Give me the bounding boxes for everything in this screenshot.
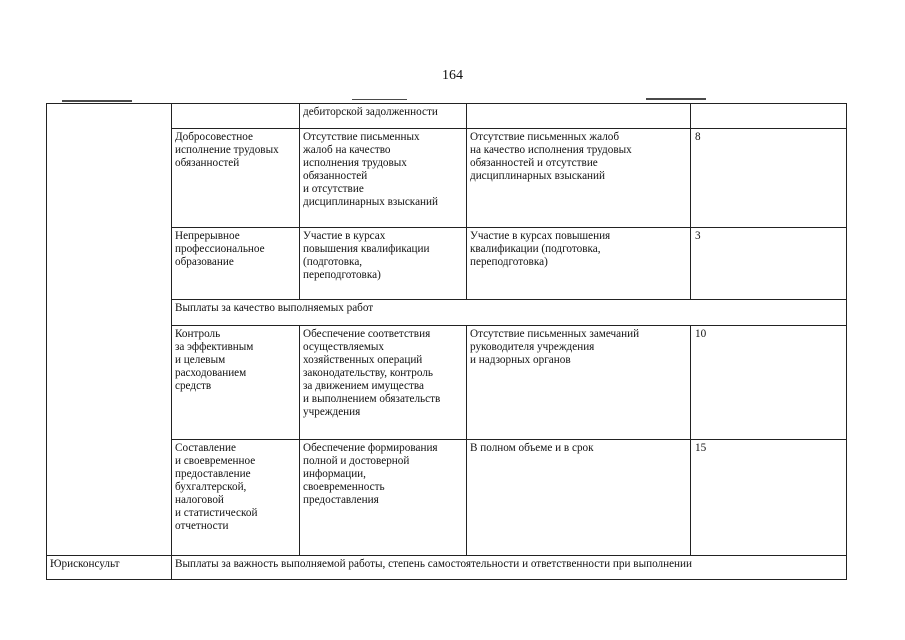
text-line: Непрерывное bbox=[175, 230, 240, 242]
scan-artifact bbox=[62, 100, 132, 102]
indicator-cell bbox=[467, 104, 691, 129]
condition-cell bbox=[300, 228, 467, 300]
text-line: расходованием bbox=[175, 367, 247, 379]
text-line: обязанностей bbox=[303, 170, 368, 182]
criterion-cell bbox=[172, 104, 300, 129]
condition-cell bbox=[300, 326, 467, 440]
points-cell: 15 bbox=[691, 440, 847, 556]
text-line: профессиональное bbox=[175, 243, 265, 255]
text-line: бухгалтерской, bbox=[175, 481, 247, 493]
indicator-cell bbox=[467, 129, 691, 228]
points-cell: 3 bbox=[691, 228, 847, 300]
criterion-cell bbox=[172, 326, 300, 440]
text-line: предоставление bbox=[175, 468, 251, 480]
text-line: повышения квалификации bbox=[303, 243, 430, 255]
scan-artifact bbox=[352, 99, 407, 100]
table-row bbox=[47, 556, 847, 580]
text-line: законодательству, контроль bbox=[303, 367, 434, 379]
criterion-cell bbox=[172, 440, 300, 556]
text-line: Обеспечение соответствия bbox=[303, 328, 431, 340]
text-line: В полном объеме и в срок bbox=[470, 442, 594, 454]
text-line: учреждения bbox=[303, 406, 361, 418]
text-line: и целевым bbox=[175, 354, 226, 366]
text-line: хозяйственных операций bbox=[303, 354, 423, 366]
points-cell bbox=[691, 104, 847, 129]
criterion-cell bbox=[172, 129, 300, 228]
page-number: 164 bbox=[442, 68, 463, 83]
text-line: Отсутствие письменных жалоб bbox=[470, 131, 620, 143]
condition-cell bbox=[300, 104, 467, 129]
text-line: за эффективным bbox=[175, 341, 254, 353]
text-line: Составление bbox=[175, 442, 236, 454]
position-cell bbox=[47, 104, 172, 556]
text-line: дебиторской задолженности bbox=[303, 106, 438, 118]
text-line: и своевременное bbox=[175, 455, 256, 467]
text-line: Контроль bbox=[175, 328, 221, 340]
text-line: образование bbox=[175, 256, 234, 268]
indicator-cell bbox=[467, 228, 691, 300]
text-line: переподготовка) bbox=[303, 269, 381, 281]
text-line: обязанностей bbox=[175, 157, 240, 169]
text-line: исполнение трудовых bbox=[175, 144, 279, 156]
text-line: информации, bbox=[303, 468, 366, 480]
text-line: руководителя учреждения bbox=[470, 341, 595, 353]
text-line: исполнения трудовых bbox=[303, 157, 407, 169]
text-line: за движением имущества bbox=[303, 380, 424, 392]
condition-cell bbox=[300, 440, 467, 556]
text-line: и отсутствие bbox=[303, 183, 364, 195]
criterion-cell bbox=[172, 228, 300, 300]
section-heading: Выплаты за качество выполняемых работ bbox=[172, 300, 847, 326]
text-line: на качество исполнения трудовых bbox=[470, 144, 632, 156]
text-line: (подготовка, bbox=[303, 256, 363, 268]
text-line: своевременность bbox=[303, 481, 385, 493]
text-line: Обеспечение формирования bbox=[303, 442, 438, 454]
scan-artifact bbox=[646, 98, 706, 100]
text-line: Участие в курсах повышения bbox=[470, 230, 611, 242]
section-heading: Выплаты за важность выполняемой работы, степень самостоятельности и ответственности при выполнении bbox=[172, 556, 847, 580]
text-line: и статистической bbox=[175, 507, 258, 519]
text-line: предоставления bbox=[303, 494, 379, 506]
text-line: налоговой bbox=[175, 494, 224, 506]
text-line: отчетности bbox=[175, 520, 229, 532]
text-line: обязанностей и отсутствие bbox=[470, 157, 598, 169]
points-cell: 10 bbox=[691, 326, 847, 440]
condition-cell bbox=[300, 129, 467, 228]
indicator-cell bbox=[467, 440, 691, 556]
text-line: и надзорных органов bbox=[470, 354, 571, 366]
text-line: Отсутствие письменных замечаний bbox=[470, 328, 640, 340]
text-line: квалификации (подготовка, bbox=[470, 243, 601, 255]
text-line: и выполнением обязательств bbox=[303, 393, 441, 405]
text-line: переподготовка) bbox=[470, 256, 548, 268]
text-line: жалоб на качество bbox=[303, 144, 391, 156]
text-line: дисциплинарных взысканий bbox=[303, 196, 438, 208]
text-line: полной и достоверной bbox=[303, 455, 410, 467]
text-line: осуществляемых bbox=[303, 341, 385, 353]
text-line: средств bbox=[175, 380, 212, 392]
text-line: Добросовестное bbox=[175, 131, 253, 143]
table-row bbox=[47, 104, 847, 129]
text-line: Участие в курсах bbox=[303, 230, 386, 242]
text-line: дисциплинарных взысканий bbox=[470, 170, 605, 182]
text-line: Отсутствие письменных bbox=[303, 131, 420, 143]
criteria-table bbox=[46, 103, 847, 580]
points-cell: 8 bbox=[691, 129, 847, 228]
indicator-cell bbox=[467, 326, 691, 440]
position-cell: Юрисконсульт bbox=[47, 556, 172, 580]
